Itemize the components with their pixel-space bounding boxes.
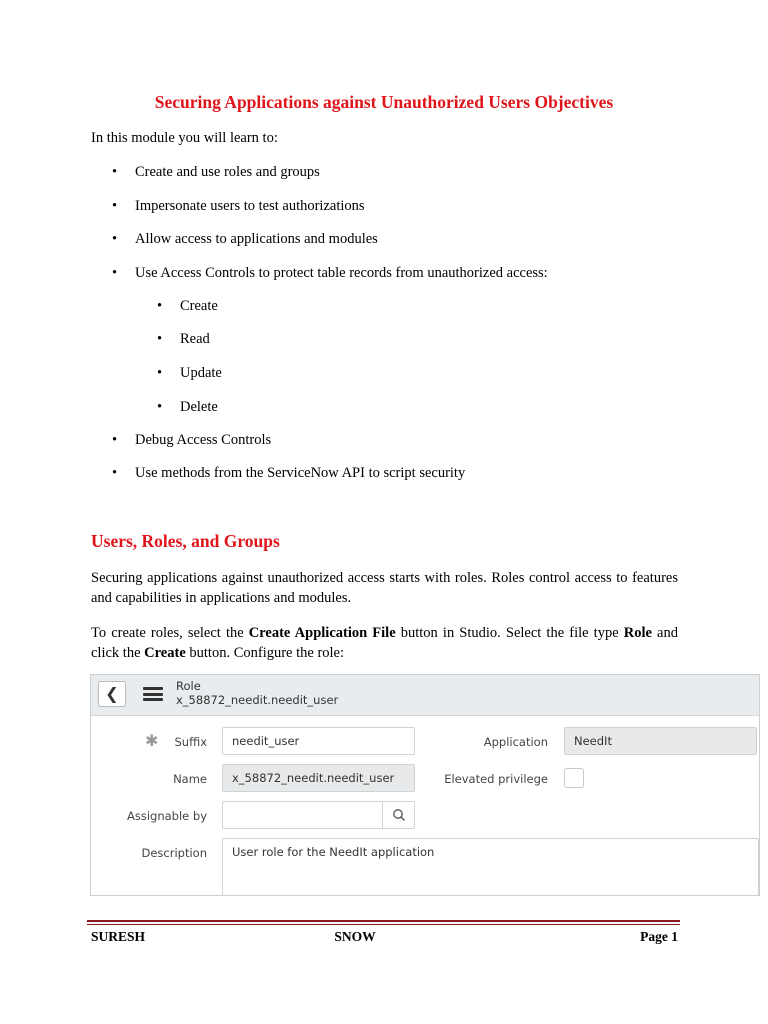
objective-item: • Create and use roles and groups xyxy=(112,164,320,180)
sub-objective-item: • Delete xyxy=(157,399,218,415)
description-textarea[interactable]: User role for the NeedIt application xyxy=(222,838,759,896)
name-field: x_58872_needit.needit_user xyxy=(222,764,415,792)
name-label: Name xyxy=(173,772,207,786)
objective-item: • Impersonate users to test authorizations xyxy=(112,198,365,214)
assignable-by-label: Assignable by xyxy=(126,809,207,823)
elevated-privilege-checkbox[interactable] xyxy=(564,768,584,788)
section-heading: Users, Roles, and Groups xyxy=(91,531,280,551)
footer-rule xyxy=(87,924,680,925)
hamburger-menu-icon[interactable] xyxy=(143,687,163,701)
bullet-icon: • xyxy=(112,198,118,214)
elevated-privilege-label: Elevated privilege xyxy=(444,772,548,786)
bullet-icon: • xyxy=(112,231,118,247)
objective-item: • Use methods from the ServiceNow API to script security xyxy=(112,465,466,481)
footer-author: SURESH xyxy=(91,929,146,944)
assignable-by-input[interactable] xyxy=(222,801,415,829)
chevron-left-icon: ❮ xyxy=(105,684,119,703)
suffix-input[interactable]: needit_user xyxy=(222,727,415,755)
application-label: Application xyxy=(483,735,548,749)
application-field: NeedIt xyxy=(564,727,757,755)
intro-text: In this module you will learn to: xyxy=(91,130,278,146)
suffix-label: ✱ Suffix xyxy=(145,731,207,750)
back-button[interactable] xyxy=(98,681,126,707)
footer-page-number: Page 1 xyxy=(640,929,678,944)
required-icon: ✱ xyxy=(145,731,159,750)
search-icon xyxy=(383,802,415,828)
bullet-icon: • xyxy=(157,365,163,381)
bullet-icon: • xyxy=(112,432,118,448)
footer-rule xyxy=(87,920,680,922)
bullet-icon: • xyxy=(157,331,163,347)
paragraph-roles: Securing applications against unauthorized access starts with roles. Roles control access to features and capabilities in applications and modules. xyxy=(91,570,678,606)
objective-item: • Use Access Controls to protect table records from unauthorized access: xyxy=(112,265,548,281)
record-name: x_58872_needit.needit_user xyxy=(176,693,339,707)
objective-item: • Allow access to applications and modules xyxy=(112,231,378,247)
description-label: Description xyxy=(141,846,207,860)
sub-objective-item: • Create xyxy=(157,298,218,314)
paragraph-create-roles: To create roles, select the Create Application File button in Studio. Select the file type Role and click the Create button. Configure the role: xyxy=(91,625,678,661)
lookup-button[interactable] xyxy=(382,802,414,828)
bullet-icon: • xyxy=(112,164,118,180)
footer-subject: SNOW xyxy=(334,929,376,944)
bullet-icon: • xyxy=(112,265,118,281)
bullet-icon: • xyxy=(112,465,118,481)
sub-objective-item: • Read xyxy=(157,331,210,347)
role-form-screenshot xyxy=(90,674,760,896)
form-header xyxy=(91,675,759,716)
bullet-icon: • xyxy=(157,298,163,314)
document-title: Securing Applications against Unauthorized Users Objectives xyxy=(154,92,614,112)
sub-objective-item: • Update xyxy=(157,365,222,381)
record-type: Role xyxy=(176,679,201,693)
bullet-icon: • xyxy=(157,399,163,415)
objective-item: • Debug Access Controls xyxy=(112,432,272,448)
